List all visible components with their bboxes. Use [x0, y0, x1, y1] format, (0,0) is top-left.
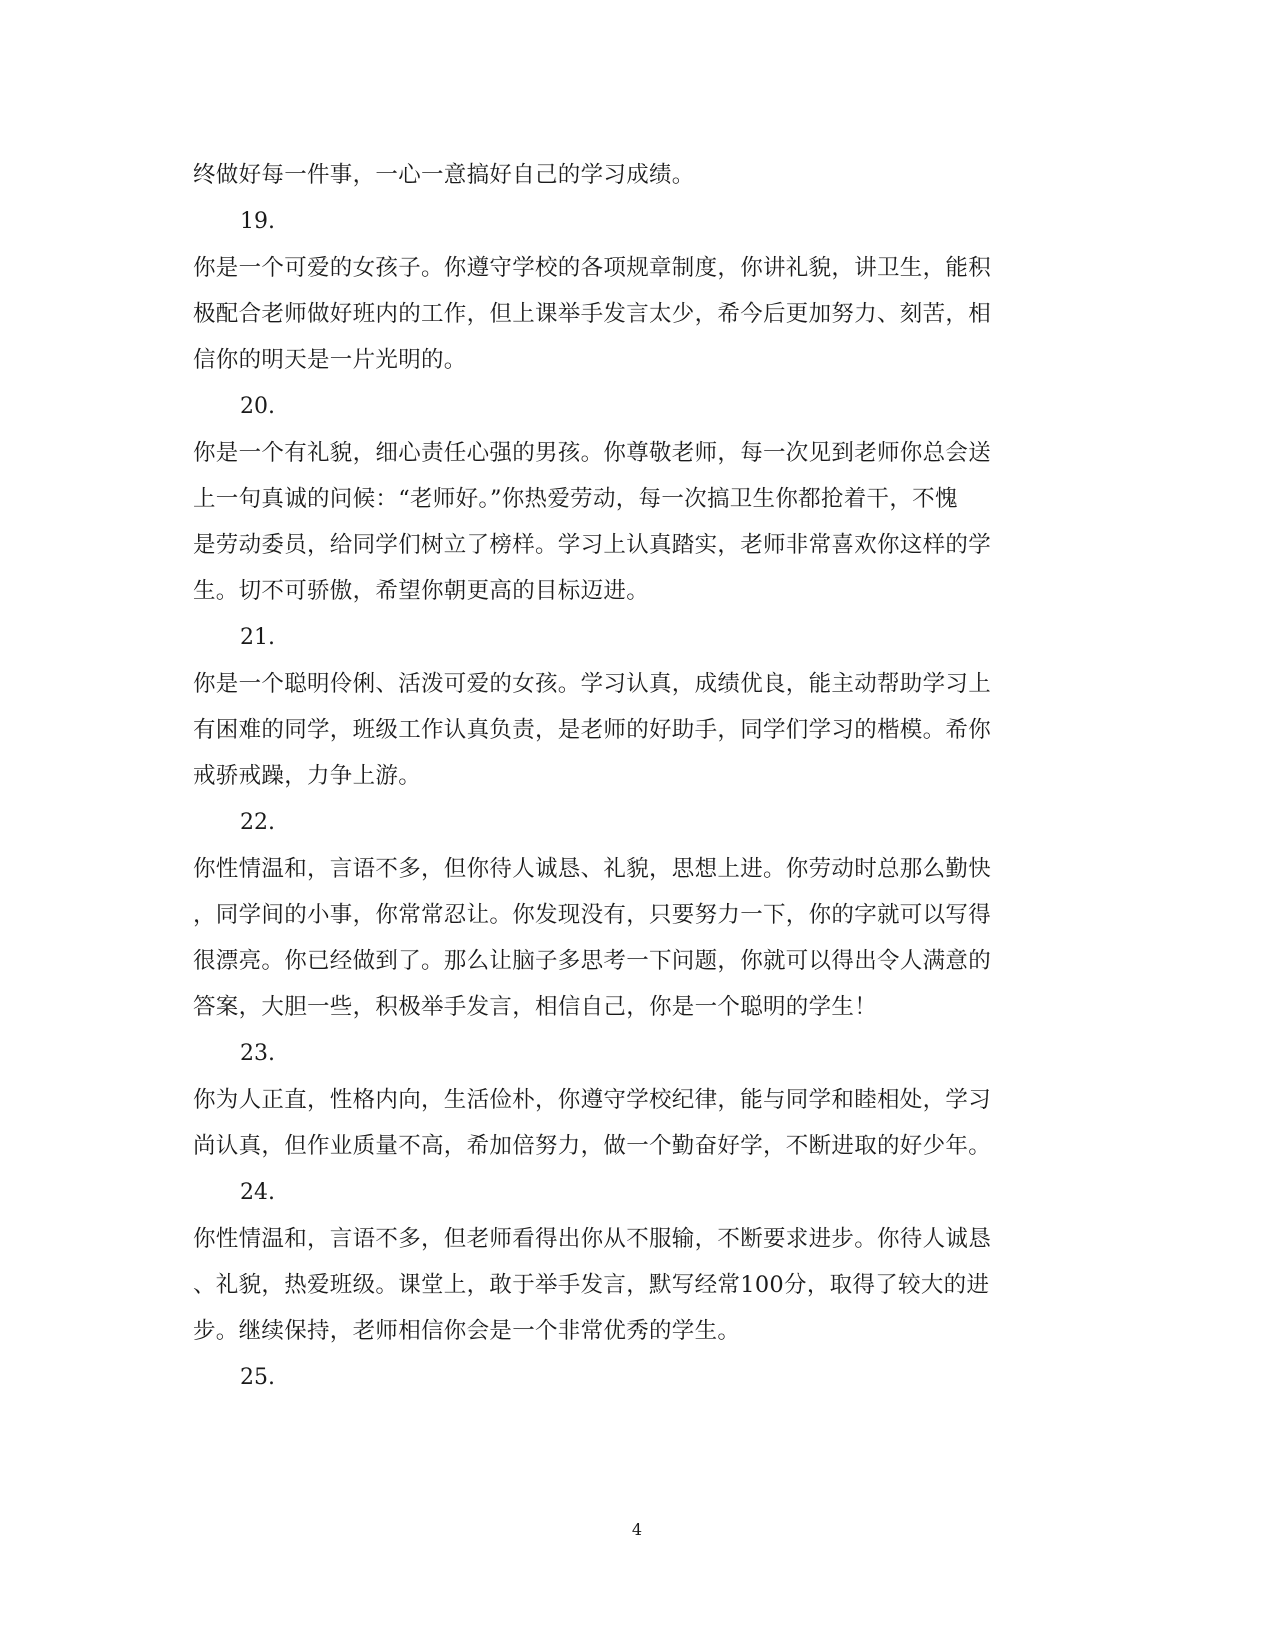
item-number: 20.: [240, 394, 275, 419]
text-line: 信你的明天是一片光明的。: [193, 347, 467, 373]
item-number: 25.: [240, 1365, 275, 1390]
text-line: 答案，大胆一些，积极举手发言，相信自己，你是一个聪明的学生！: [193, 994, 878, 1020]
text-line: 你为人正直，性格内向，生活俭朴，你遵守学校纪律，能与同学和睦相处，学习: [193, 1087, 992, 1113]
text-line: 戒骄戒躁，力争上游。: [193, 763, 422, 789]
text-line: 你性情温和，言语不多，但你待人诚恳、礼貌，思想上进。你劳动时总那么勤快: [193, 856, 992, 882]
item-number: 21.: [240, 625, 275, 650]
item-number: 23.: [240, 1041, 275, 1066]
text-line: 终做好每一件事，一心一意搞好自己的学习成绩。: [193, 162, 695, 188]
text-line: 、礼貌，热爱班级。课堂上，敢于举手发言，默写经常100分，取得了较大的进: [193, 1272, 990, 1298]
text-line: 步。继续保持，老师相信你会是一个非常优秀的学生。: [193, 1318, 741, 1344]
text-line: 有困难的同学，班级工作认真负责，是老师的好助手，同学们学习的楷模。希你: [193, 717, 992, 743]
item-number: 24.: [240, 1180, 275, 1205]
text-line: ，同学间的小事，你常常忍让。你发现没有，只要努力一下，你的字就可以写得: [193, 902, 992, 928]
text-line: 你是一个有礼貌，细心责任心强的男孩。你尊敬老师，每一次见到老师你总会送: [193, 440, 992, 466]
text-line: 你是一个聪明伶俐、活泼可爱的女孩。学习认真，成绩优良，能主动帮助学习上: [193, 671, 992, 697]
text-line: 尚认真，但作业质量不高，希加倍努力，做一个勤奋好学，不断进取的好少年。: [193, 1133, 992, 1159]
page-number: 4: [631, 1520, 643, 1539]
text-line: 极配合老师做好班内的工作，但上课举手发言太少，希今后更加努力、刻苦，相: [193, 301, 992, 327]
text-line: 是劳动委员，给同学们树立了榜样。学习上认真踏实，老师非常喜欢你这样的学: [193, 532, 992, 558]
text-line: 上一句真诚的问候：“老师好。”你热爱劳动，每一次搞卫生你都抢着干，不愧: [193, 486, 958, 512]
item-number: 19.: [240, 209, 275, 234]
item-number: 22.: [240, 810, 275, 835]
text-line: 很漂亮。你已经做到了。那么让脑子多思考一下问题，你就可以得出令人满意的: [193, 948, 992, 974]
text-line: 生。切不可骄傲，希望你朝更高的目标迈进。: [193, 578, 650, 604]
text-line: 你是一个可爱的女孩子。你遵守学校的各项规章制度，你讲礼貌，讲卫生，能积: [193, 255, 992, 281]
text-line: 你性情温和，言语不多，但老师看得出你从不服输，不断要求进步。你待人诚恳: [193, 1226, 992, 1252]
